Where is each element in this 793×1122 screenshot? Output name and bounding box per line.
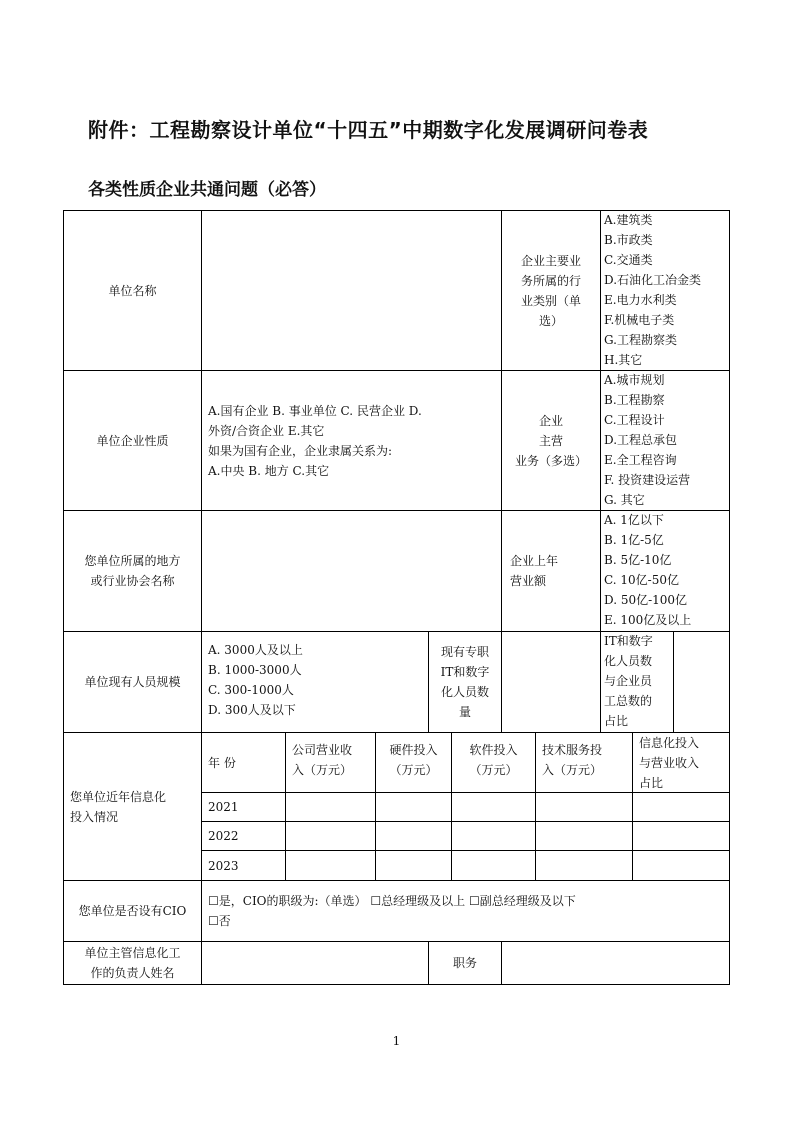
label-line: 企业上年 (510, 554, 559, 568)
header-line: 与营业收入 (639, 756, 700, 770)
option-line[interactable]: A.中央 B. 地方 C.其它 (208, 463, 330, 478)
option-item[interactable]: C.交通类 (604, 253, 653, 267)
cio-options (208, 881, 729, 941)
label-line: 务所属的行 (520, 273, 581, 288)
label-line: 占比 (604, 714, 629, 728)
revenue-options (604, 510, 729, 631)
header-line: 技术服务投 (542, 743, 603, 757)
label-line: 工总数的 (604, 694, 653, 708)
col-divider (632, 732, 633, 880)
it-head-name-label (64, 942, 201, 984)
header-line: （万元） (469, 763, 518, 777)
association-name-input[interactable] (202, 511, 501, 631)
option-item[interactable]: B. 5亿-10亿 (604, 553, 672, 567)
main-business-options (604, 370, 729, 510)
it-head-name-input[interactable] (202, 942, 428, 984)
header-line: 软件投入 (469, 743, 518, 757)
option-item[interactable]: D.工程总承包 (604, 433, 678, 447)
option-item[interactable]: E.电力水利类 (604, 293, 677, 307)
label-line: 作的负责人姓名 (90, 966, 175, 980)
page-title: 附件：工程勘察设计单位“十四五”中期数字化发展调研问卷表 (88, 118, 649, 142)
label-line: 营业额 (510, 574, 547, 588)
main-business-label (502, 371, 600, 510)
header-line: （万元） (389, 763, 438, 777)
col-divider (285, 732, 286, 880)
option-item[interactable]: B. 1000-3000人 (208, 663, 302, 677)
label-line: 主营 (538, 433, 563, 448)
option-item[interactable]: A. 3000人及以上 (208, 643, 303, 657)
association-name-label (64, 511, 201, 631)
option-item[interactable]: E. 100亿及以上 (604, 613, 692, 627)
label-line: 或行业协会名称 (90, 574, 175, 588)
section-title: 各类性质企业共通问题（必答） (88, 180, 326, 200)
header-line: 信息化投入 (639, 736, 700, 750)
position-input[interactable] (502, 942, 729, 984)
option-line[interactable]: A.国有企业 B. 事业单位 C. 民营企业 D. (208, 403, 422, 418)
header-line: 年 份 (208, 755, 236, 770)
option-item[interactable]: C. 10亿-50亿 (604, 573, 679, 587)
option-item[interactable]: C. 300-1000人 (208, 683, 294, 697)
year-cell: 2021 (208, 800, 239, 814)
it-investment-label (70, 733, 201, 880)
label-line: 现有专职 (440, 645, 489, 659)
option-item[interactable]: C.工程设计 (604, 413, 665, 427)
unit-name-input[interactable] (202, 211, 501, 370)
option-item[interactable]: D. 50亿-100亿 (604, 593, 688, 607)
col-divider (535, 732, 536, 880)
it-staff-ratio-label (604, 631, 673, 732)
header-line: 硬件投入 (389, 743, 438, 757)
header-line: 入（万元） (292, 763, 353, 777)
label-line: 业务（多选） (514, 453, 587, 468)
industry-options (604, 210, 729, 370)
page-number: 1 (392, 1034, 401, 1048)
revenue-column-header (292, 740, 375, 792)
tech-service-column-header (542, 740, 632, 792)
staff-size-options (208, 640, 426, 730)
table-border-bottom (63, 984, 730, 985)
label-line: IT和数字 (440, 665, 490, 679)
hardware-column-header (376, 740, 451, 792)
option-item[interactable]: F. 投资建设运营 (604, 473, 691, 487)
ratio-column-header (639, 733, 729, 792)
label-line: 与企业员 (604, 674, 653, 688)
year-cell: 2022 (208, 829, 239, 843)
header-line: 入（万元） (542, 763, 603, 777)
label-line: IT和数字 (604, 634, 653, 648)
staff-size-label: 单位现有人员规模 (84, 675, 181, 689)
enterprise-nature-options[interactable] (208, 371, 498, 510)
option-item[interactable]: E.全工程咨询 (604, 453, 677, 467)
revenue-label (510, 511, 600, 631)
cio-option-no[interactable]: ☐否 (208, 914, 231, 928)
option-item[interactable]: D.石油化工冶金类 (604, 273, 702, 287)
col-divider (600, 210, 601, 732)
option-item[interactable]: F.机械电子类 (604, 313, 675, 327)
label-line: 业类别（单 (520, 293, 581, 308)
option-item[interactable]: B.工程勘察 (604, 393, 665, 407)
option-line: 如果为国有企业，企业隶属关系为: (208, 443, 393, 458)
cio-label: 您单位是否设有CIO (78, 904, 187, 918)
option-item[interactable]: D. 300人及以下 (208, 703, 296, 717)
label-line: 化人员数 (604, 654, 653, 668)
option-line[interactable]: 外资/合资企业 E.其它 (208, 423, 325, 438)
label-line: 企业 (538, 413, 563, 428)
it-staff-count-input[interactable] (502, 632, 600, 732)
option-item[interactable]: A.城市规划 (604, 373, 665, 387)
enterprise-nature-label: 单位企业性质 (96, 433, 169, 448)
unit-name-label: 单位名称 (108, 283, 157, 298)
label-line: 投入情况 (70, 809, 119, 824)
label-line: 单位主管信息化工 (84, 946, 181, 960)
cio-option-yes[interactable]: ☐是，CIO的职级为:（单选） ☐总经理级及以上 ☐副总经理级及以下 (208, 894, 576, 908)
position-label: 职务 (452, 956, 477, 970)
header-line: 占比 (639, 776, 664, 790)
label-line: 您单位近年信息化 (70, 789, 167, 804)
year-column-header (208, 733, 285, 792)
table-border-right (729, 210, 730, 985)
label-line: 企业主要业 (520, 253, 581, 268)
option-item[interactable]: A.建筑类 (604, 213, 653, 227)
option-item[interactable]: G.工程勘察类 (604, 333, 677, 347)
option-item[interactable]: G. 其它 (604, 493, 645, 507)
option-item[interactable]: B.市政类 (604, 233, 653, 247)
label-line: 量 (458, 705, 471, 719)
option-item[interactable]: A. 1亿以下 (604, 513, 664, 527)
option-item[interactable]: H.其它 (604, 353, 643, 367)
label-line: 化人员数 (440, 685, 489, 699)
option-item[interactable]: B. 1亿-5亿 (604, 533, 664, 547)
it-staff-count-label (429, 632, 501, 732)
header-line: 公司营业收 (292, 743, 353, 757)
software-column-header (452, 740, 535, 792)
industry-category-label (502, 211, 600, 370)
year-cell: 2023 (208, 858, 239, 873)
label-line: 选） (538, 313, 563, 328)
label-line: 您单位所属的地方 (84, 554, 181, 568)
it-staff-ratio-input[interactable] (674, 632, 729, 732)
